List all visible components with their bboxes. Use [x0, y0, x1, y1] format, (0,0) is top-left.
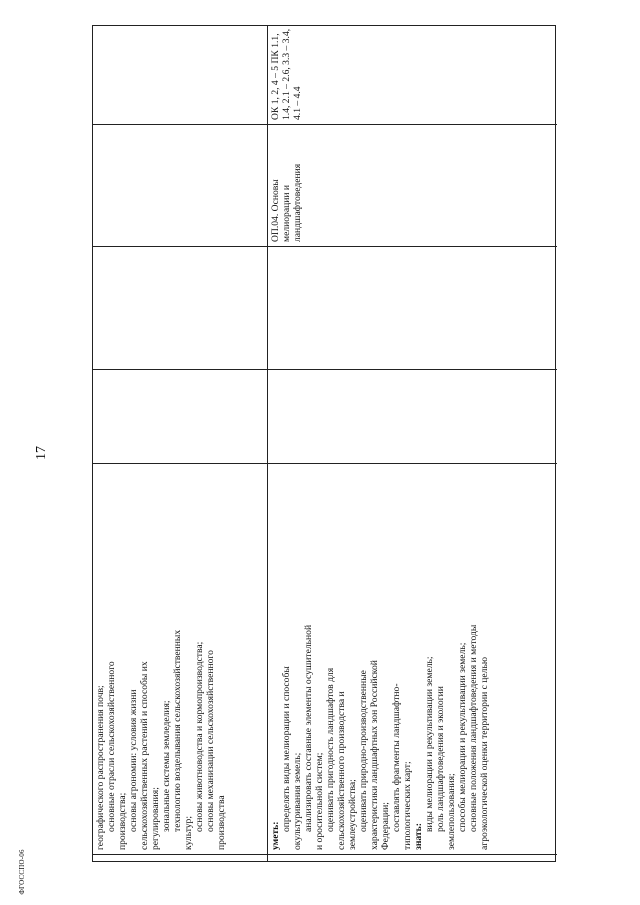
text-line: регулирования; — [150, 787, 161, 850]
text-line: сельскохозяйственного производства и — [336, 691, 347, 850]
footer-code: ФГОССПО-06 — [18, 849, 26, 895]
table-row — [93, 26, 268, 861]
text-line: географического распространения почв; — [95, 685, 106, 850]
empty-cell — [268, 369, 557, 463]
empty-cell — [93, 124, 267, 246]
text-line: характеристики ландшафтных зон Российской — [369, 660, 380, 850]
empty-cell — [93, 369, 267, 463]
text-line: производства; — [117, 792, 128, 850]
text-line: способы мелиорации и рекультивации земель; — [457, 642, 468, 832]
upper-requirements-cell — [93, 463, 267, 855]
text-line: и оросительной систем; — [314, 752, 325, 850]
text-line: агроэкологической оценки территории с целью — [479, 656, 490, 850]
text-line: знать: — [413, 823, 424, 850]
text-line: уметь: — [270, 821, 281, 850]
text-line: землепользования; — [446, 773, 457, 850]
text-line: культур; — [183, 815, 194, 850]
text-line: основы механизации сельскохозяйственного — [205, 650, 216, 832]
text-line: Федерации; — [380, 802, 391, 850]
text-line: окультуривания земель; — [292, 752, 303, 850]
empty-cell — [93, 246, 267, 369]
text-line: основы агрономии: условия жизни — [128, 689, 139, 832]
text-line: оценивать природно-производственные — [358, 670, 369, 832]
standards-table — [92, 25, 556, 862]
text-line: производства — [216, 795, 227, 850]
empty-cell — [93, 24, 267, 124]
rotated-page — [92, 25, 556, 862]
text-line: основные отрасли сельскохозяйственного — [106, 661, 117, 832]
table-row — [268, 26, 557, 861]
text-line: анализировать составные элементы осушительной — [303, 624, 314, 832]
text-line: оценивать пригодность ландшафтов для — [325, 667, 336, 832]
lower-requirements-cell — [268, 463, 557, 855]
text-line: основы животноводства и кормопроизводства; — [194, 641, 205, 832]
text-line: основные положения ландшафтоведения и методы — [468, 624, 479, 832]
text-line: технологию возделывания сельскохозяйственных — [172, 629, 183, 832]
discipline-cell: ОП.04. Основы мелиорации и ландшафтоведения — [268, 124, 557, 246]
text-line: определять виды мелиорации и способы — [281, 666, 292, 832]
text-line: сельскохозяйственных растений и способы их — [139, 661, 150, 850]
text-line: роль ландшафтоведения и экологии — [435, 686, 446, 832]
page-number: 17 — [34, 446, 49, 460]
text-line: составлять фрагменты ландшафтно- — [391, 683, 402, 832]
text-line: землеустройства; — [347, 779, 358, 850]
competencies-cell: ОК 1, 2, 4 – 5 ПК 1.1, 1.4, 2.1 – 2.6, 3.3 – 3.4, 4.1 – 4.4 — [270, 28, 303, 120]
text-line: виды мелиорации и рекультивации земель; — [424, 656, 435, 832]
text-line: типологических карт; — [402, 761, 413, 850]
empty-cell — [268, 246, 557, 369]
text-line: зональные системы земледелия; — [161, 700, 172, 832]
